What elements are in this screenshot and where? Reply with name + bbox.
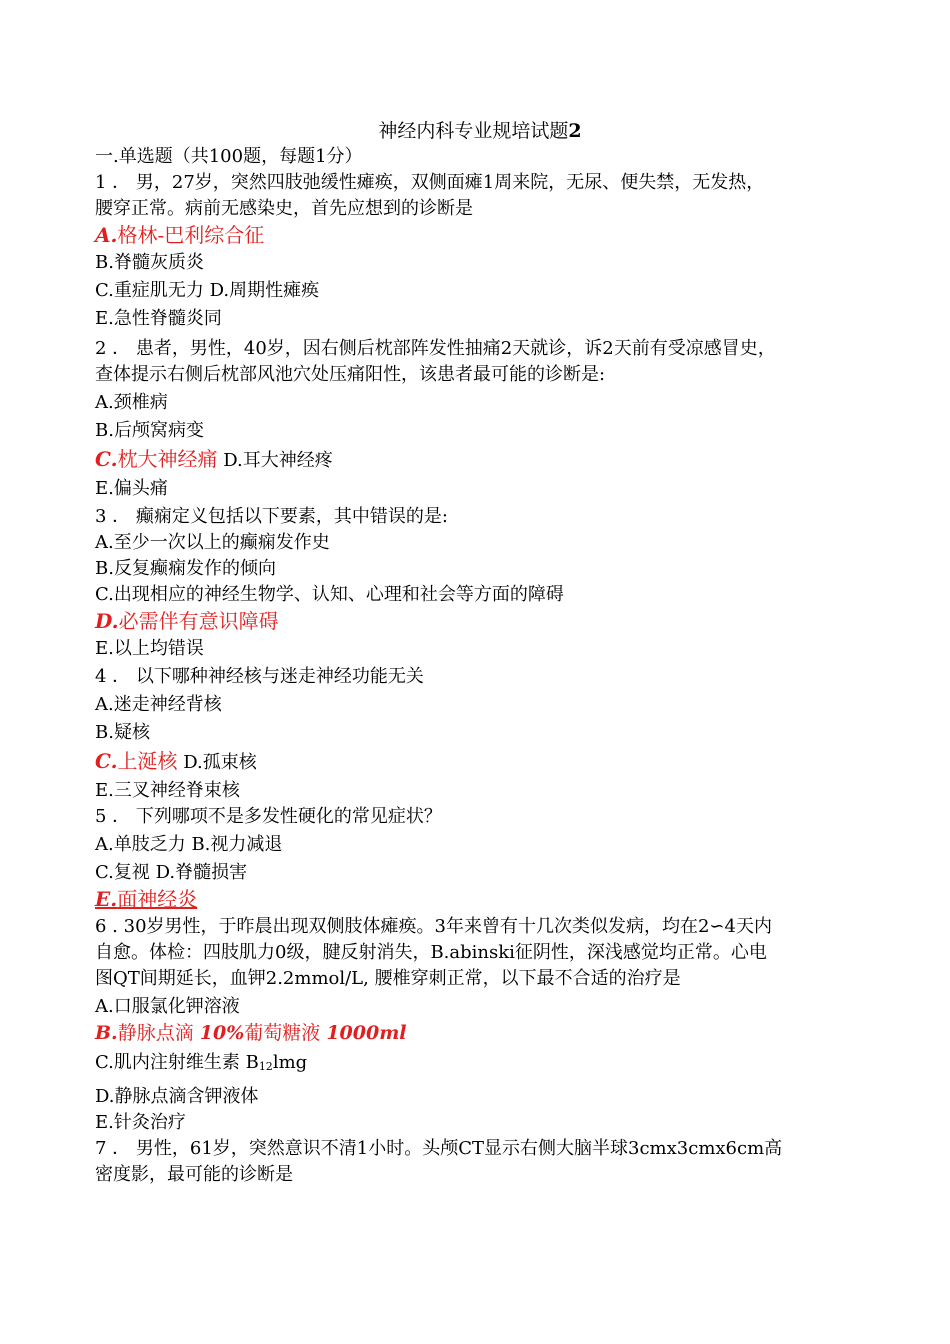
question-5-option-cd: C.复视 D.脊髓损害 [95, 862, 248, 883]
question-3-option-d-answer [95, 608, 865, 634]
question-6-option-e: E.针灸治疗 [95, 1112, 186, 1133]
answer-text: 上涎核 [117, 749, 178, 773]
title-text: 神经内科专业规培试题 [378, 120, 569, 142]
question-1-option-b: B.脊髓灰质炎 [95, 252, 204, 273]
answer-key-label: A. [95, 223, 118, 247]
question-5-option-e-answer [95, 886, 865, 912]
question-1-option-cd: C.重症肌无力 D.周期性瘫痪 [95, 280, 320, 301]
question-4-option-cd [95, 748, 865, 776]
question-4-option-e: E.三叉神经脊束核 [95, 780, 240, 801]
question-4-option-d: D.孤束核 [177, 752, 257, 773]
answer-number-1: 10% [199, 1022, 245, 1044]
answer-text: 必需伴有意识障碍 [118, 609, 279, 633]
answer-text: 面神经炎 [117, 887, 198, 911]
answer-text: 枕大神经痛 [117, 447, 218, 471]
question-3-option-c: C.出现相应的神经生物学、认知、心理和社会等方面的障碍 [95, 584, 564, 605]
question-6-stem-line1: 6 . 30岁男性，于昨晨出现双侧肢体瘫痪。3年来曾有十几次类似发病，均在2∽4天内 [95, 916, 772, 937]
question-1-option-e: E.急性脊髓炎同 [95, 308, 222, 329]
document-title [95, 118, 865, 144]
question-7-stem-line2: 密度影，最可能的诊断是 [95, 1164, 293, 1185]
question-6-option-d: D.静脉点滴含钾液体 [95, 1086, 259, 1107]
section-heading: 一.单选题（共100题，每题1分） [95, 146, 363, 167]
answer-key-label: D. [95, 609, 119, 633]
answer-key-label: C. [95, 447, 118, 471]
question-4-option-a: A.迷走神经背核 [95, 694, 222, 715]
question-2-option-d: D.耳大神经疼 [217, 450, 333, 471]
document-page [95, 118, 865, 1188]
question-6-stem-line2: 自愈。体检：四肢肌力0级，腱反射消失，B.abinski征阴性，深浅感觉均正常。心电 [95, 942, 767, 963]
answer-number-2: 1000ml [326, 1022, 407, 1044]
question-2-option-a: A.颈椎病 [95, 392, 168, 413]
question-2-option-cd [95, 446, 865, 474]
question-5-stem: 5 ． 下列哪项不是多发性硬化的常见症状？ [95, 806, 442, 827]
answer-key-label: C. [95, 749, 118, 773]
question-2-option-c-answer [95, 447, 218, 471]
question-6-stem-line3: 图QT间期延长，血钾2.2mmol/L, 腰椎穿刺正常，以下最不合适的治疗是 [95, 968, 681, 989]
question-6-option-c [95, 1050, 865, 1080]
question-5-option-ab: A.单肢乏力 B.视力减退 [95, 834, 283, 855]
answer-text-1: 静脉点滴 [117, 1022, 194, 1044]
option-c-subscript: 12 [258, 1060, 273, 1073]
question-2-option-e: E.偏头痛 [95, 478, 168, 499]
question-3-option-b: B.反复癫痫发作的倾向 [95, 558, 276, 579]
answer-text-2: 葡萄糖液 [244, 1022, 321, 1044]
question-6-option-b-answer [95, 1020, 865, 1046]
question-1-stem-line1: 1 ． 男，27岁，突然四肢弛缓性瘫痪，双侧面瘫1周来院，无尿、便失禁，无发热， [95, 172, 765, 193]
question-1-option-a-answer [95, 222, 865, 248]
answer-text: 格林-巴利综合征 [117, 223, 265, 247]
question-6-option-a: A.口服氯化钾溶液 [95, 996, 240, 1017]
question-3-stem: 3 ． 癫痫定义包括以下要素，其中错误的是: [95, 506, 448, 527]
question-4-option-b: B.疑核 [95, 722, 150, 743]
question-4-option-c-answer [95, 749, 178, 773]
question-7-stem-line1: 7 ． 男性，61岁，突然意识不清1小时。头颅CT显示右侧大脑半球3cmx3cmx6cm高 [95, 1138, 783, 1159]
question-2-stem-line2: 查体提示右侧后枕部风池穴处压痛阳性，该患者最可能的诊断是: [95, 364, 606, 385]
question-3-option-e: E.以上均错误 [95, 638, 204, 659]
question-2-option-b: B.后颅窝病变 [95, 420, 204, 441]
title-number: 2 [568, 120, 582, 142]
option-c-text: C.肌内注射维生素 B [95, 1052, 259, 1073]
answer-key-label: B. [95, 1022, 118, 1044]
option-c-dose: lmg [272, 1052, 308, 1073]
question-4-stem: 4 ． 以下哪种神经核与迷走神经功能无关 [95, 666, 424, 687]
question-3-option-a: A.至少一次以上的癫痫发作史 [95, 532, 330, 553]
question-1-stem-line2: 腰穿正常。病前无感染史，首先应想到的诊断是 [95, 198, 473, 219]
question-2-stem-line1: 2 ． 患者，男性，40岁，因右侧后枕部阵发性抽痛2天就诊，诉2天前有受凉感冒史， [95, 338, 776, 359]
answer-key-label: E. [95, 887, 118, 911]
